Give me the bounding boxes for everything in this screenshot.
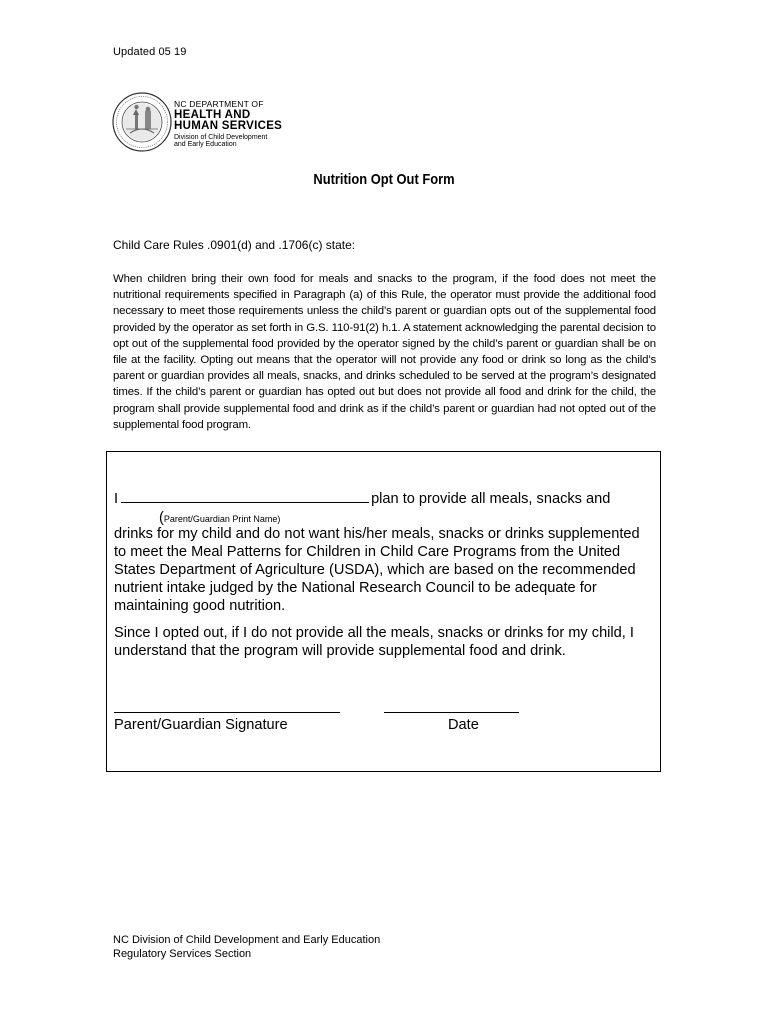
state-seal-icon: [112, 91, 172, 153]
name-field-hint: Parent/Guardian Print Name): [163, 514, 281, 524]
footer: [113, 933, 380, 961]
logo-line-division: Division of Child Development: [174, 133, 268, 141]
signature-field[interactable]: [114, 712, 340, 713]
parent-name-field[interactable]: [121, 488, 369, 503]
opt-out-understanding: Since I opted out, if I do not provide all the meals, snacks or drinks for my child, I understand that the program will provide supplemental food and drink.: [114, 625, 634, 659]
logo-line-department: NC DEPARTMENT OF: [174, 99, 264, 109]
date-field[interactable]: [384, 712, 519, 713]
signature-label: Parent/Guardian Signature: [114, 717, 288, 733]
footer-section: Regulatory Services Section: [113, 948, 252, 960]
updated-date: Updated 05 19: [113, 46, 187, 58]
footer-division: NC Division of Child Development and Early Education: [113, 934, 381, 946]
ncdhhs-logo: [112, 91, 284, 155]
name-hint-paren: (: [159, 510, 164, 526]
page-title: Nutrition Opt Out Form: [313, 171, 455, 188]
opt-out-statement: drinks for my child and do not want his/her meals, snacks or drinks supplemented to meet the Meal Patterns for Children in Child Care Programs from the United States Department of Agriculture (USDA), which are based on the recommended nutrient intake judged by the National Research Council to be adequate for maintaining good nutrition.: [114, 526, 640, 614]
logo-line-early-education: and Early Education: [174, 140, 237, 148]
statement-prefix: I: [114, 491, 119, 507]
date-label: Date: [448, 717, 479, 733]
rules-intro: Child Care Rules .0901(d) and .1706(c) state:: [113, 238, 356, 252]
logo-line-human-services: HUMAN SERVICES: [174, 120, 283, 132]
statement-suffix: plan to provide all meals, snacks and: [371, 491, 611, 507]
opt-out-statement-box: [106, 451, 661, 772]
logo-line-health: HEALTH AND: [174, 108, 251, 121]
rule-text: When children bring their own food for meals and snacks to the program, if the food does not meet the nutritional requirements specified in Paragraph (a) of this Rule, the operator must provide the additional food necessary to meet those requirements unless the child’s parent or guardian opts out of the supplemental food provided by the operator as set forth in G.S. 110-91(2) h.1. A statement acknowledging the parental decision to opt out of the supplemental food provided by the operator signed by the child’s parent or guardian shall be on file at the facility. Opting out means that the operator will not provide any food or drink so long as the child’s parent or guardian provides all meals, snacks, and drinks scheduled to be served at the program’s designated times. If the child’s parent or guardian has opted out but does not provide all food and drink for the child, the program shall provide supplemental food and drink as if the child’s parent or guardian had not opted out of the supplemental food program.: [113, 273, 656, 431]
